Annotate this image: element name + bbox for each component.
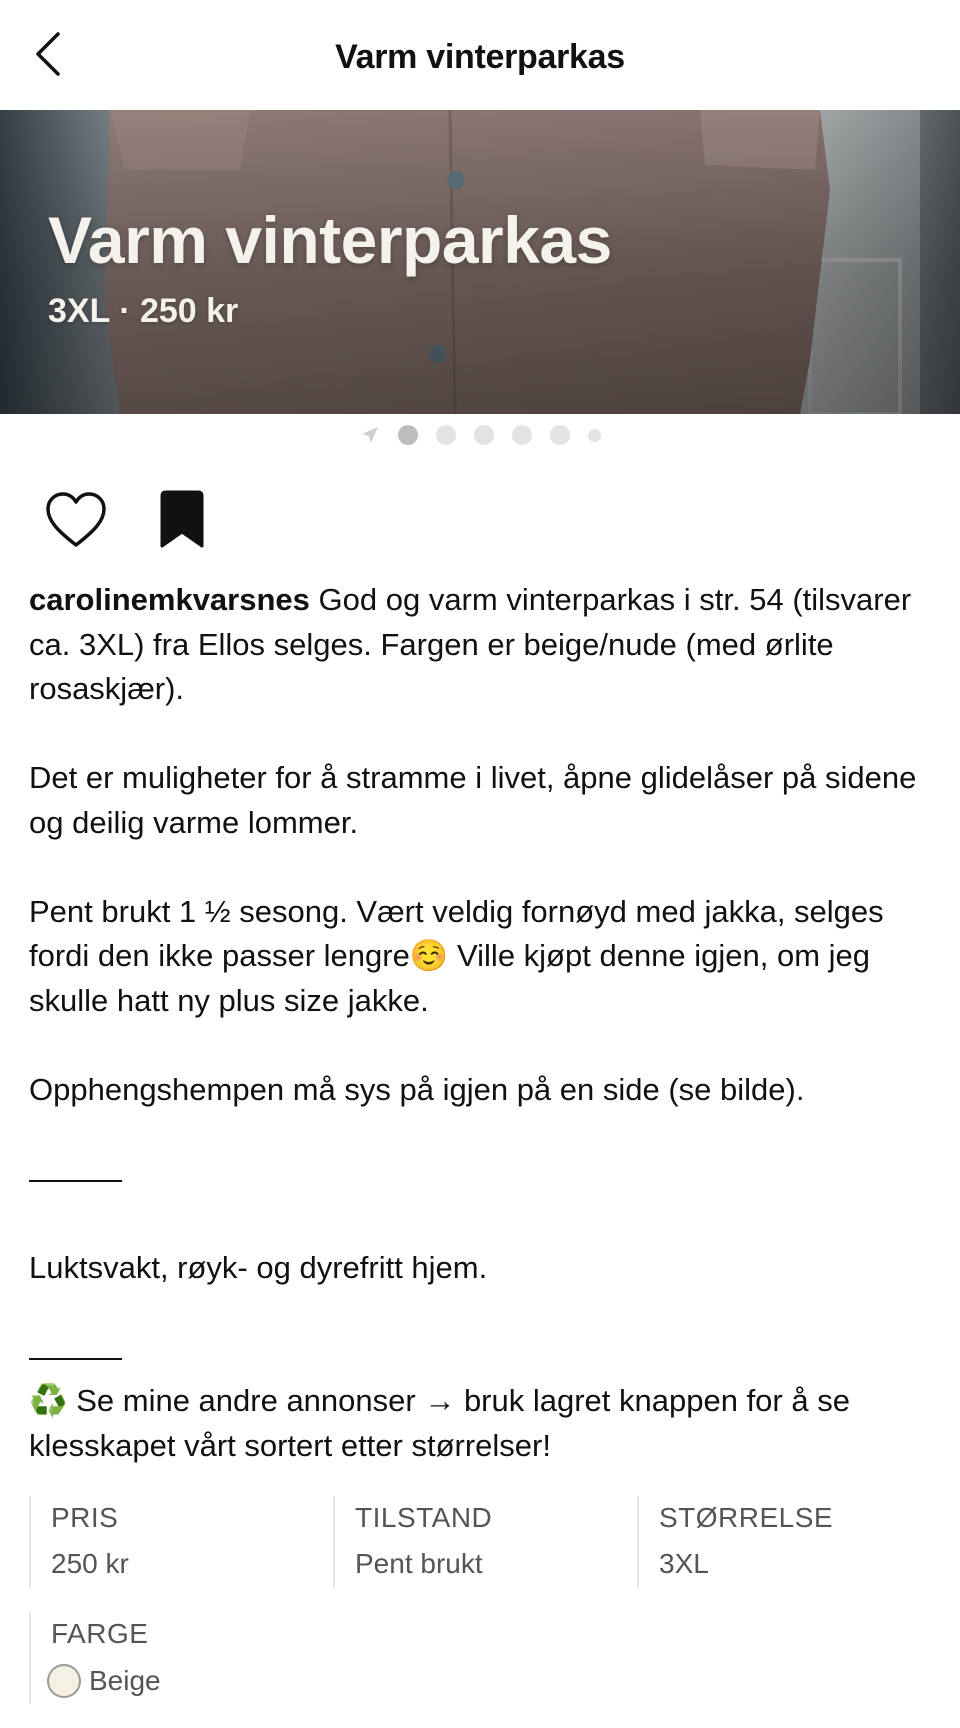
attribute-grid (29, 1496, 941, 1704)
attribute-condition (333, 1496, 637, 1588)
save-button[interactable] (150, 488, 214, 552)
carousel-dot[interactable] (398, 425, 418, 445)
carousel-dot[interactable] (512, 425, 532, 445)
bookmark-icon (156, 490, 208, 550)
attribute-size (637, 1496, 941, 1588)
page-title: Varm vinterparkas (335, 38, 625, 76)
like-button[interactable] (44, 488, 108, 552)
navigation-arrow-icon (360, 425, 380, 445)
top-bar (0, 0, 960, 110)
attribute-label: TILSTAND (355, 1502, 493, 1533)
attribute-label: STØRRELSE (659, 1502, 834, 1533)
attribute-value: 250 kr (51, 1548, 129, 1579)
seller-username[interactable]: carolinemkvarsnes (29, 582, 310, 617)
attribute-color (29, 1612, 345, 1704)
attribute-value: 3XL (659, 1548, 709, 1579)
attribute-label: PRIS (51, 1502, 119, 1533)
product-image[interactable] (0, 110, 960, 414)
carousel-indicator (0, 422, 960, 448)
action-bar (44, 488, 214, 552)
hero-title: Varm vinterparkas (48, 203, 612, 277)
color-swatch (47, 1664, 81, 1698)
carousel-dot[interactable] (474, 425, 494, 445)
attribute-label: FARGE (51, 1618, 149, 1649)
attribute-price (29, 1496, 333, 1588)
carousel-dot[interactable] (550, 425, 570, 445)
hero-subtitle: 3XL · 250 kr (48, 292, 239, 330)
carousel-dot[interactable] (436, 425, 456, 445)
attribute-value: Pent brukt (355, 1548, 483, 1579)
listing-description (29, 578, 941, 1468)
attribute-value (51, 1664, 345, 1698)
heart-icon (44, 491, 108, 549)
description-text: God og varm vinterparkas i str. 54 (tilsvarer ca. 3XL) fra Ellos selges. Fargen er beige/nude (med ørlite rosaskjær). Det er muligheter for å stramme i livet, åpne glidelåser på sidene og deilig varme lommer. Pent brukt 1 ½ sesong. Vært veldig fornøyd med jakka, selges fordi den ikke passer lengre☺️ Ville kjøpt denne igjen, om jeg skulle hatt ny plus size jakke. Opphengshempen må sys på igjen på en side (se bilde). ——— Luktsvakt, røyk- og dyrefritt hjem. ——— ♻️ Se mine andre annonser → bruk lagret knappen for å se klesskapet vårt sortert etter størrelser! (29, 582, 917, 1463)
carousel-dot[interactable] (588, 429, 601, 442)
color-name: Beige (89, 1665, 161, 1696)
